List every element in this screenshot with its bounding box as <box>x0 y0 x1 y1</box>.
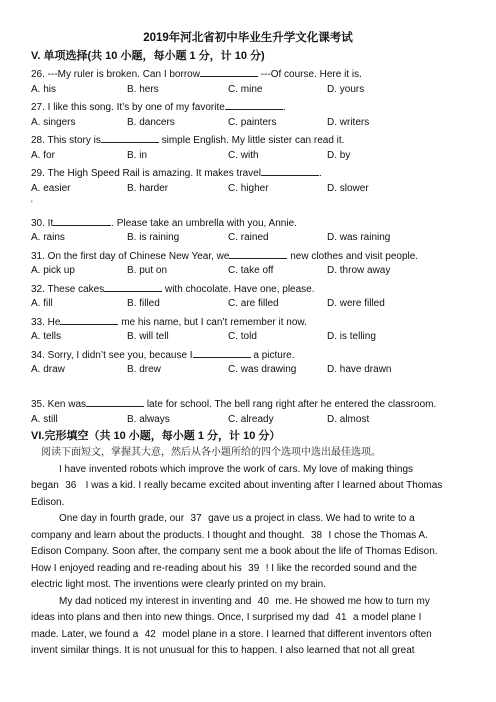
question-text-after: a picture. <box>250 349 295 361</box>
question-text: 34. Sorry, I didn’t see you, because I <box>31 349 193 361</box>
option-d[interactable]: D. was raining <box>327 232 391 243</box>
question-text: 31. On the first day of Chinese New Year, we <box>31 250 230 262</box>
passage-text: One day in fourth grade, our <box>59 513 185 524</box>
question-text: 27. I like this song. It’s by one of my favorite <box>31 102 225 113</box>
question-text-after: . Please take an umbrella with you, Annie. <box>111 217 297 229</box>
answer-blank[interactable] <box>229 247 287 259</box>
option-c[interactable]: C. was drawing <box>228 364 297 375</box>
option-b[interactable]: B. dancers <box>127 116 175 128</box>
answer-blank[interactable] <box>225 98 283 110</box>
option-a[interactable]: A. his <box>31 83 57 95</box>
passage-text: Edison Company. Soon after, the company sent me a book about the life of Thomas Edison. <box>31 546 438 557</box>
option-b[interactable]: B. drew <box>127 364 161 375</box>
option-c[interactable]: C. already <box>228 413 274 425</box>
answer-options <box>31 148 465 165</box>
question-stem <box>31 280 465 297</box>
option-d[interactable]: D. have drawn <box>327 364 392 375</box>
passage-text: me. He showed me how to turn my <box>275 595 430 607</box>
option-c[interactable]: C. with <box>228 149 259 161</box>
question-stem <box>31 164 465 181</box>
blank-number[interactable]: 36 <box>59 478 83 495</box>
blank-number[interactable]: 39 <box>242 561 266 578</box>
option-c[interactable]: C. told <box>228 331 257 342</box>
passage-text: I have invented robots which improve the work of cars. My love of making things <box>59 463 414 475</box>
option-a[interactable]: A. easier <box>31 182 71 194</box>
passage-line <box>31 544 465 561</box>
passage-text: began <box>31 480 59 491</box>
option-b[interactable]: B. is raining <box>127 232 180 243</box>
blank-number[interactable]: 42 <box>138 627 162 644</box>
option-a[interactable]: A. tells <box>31 331 62 342</box>
question-text-after: ---Of course. Here it is. <box>257 69 362 80</box>
question-text-after: me his name, but I can’t remember it now. <box>118 316 307 328</box>
option-d[interactable]: D. by <box>327 149 351 161</box>
passage-text: ! I like the recorded sound and the <box>265 562 417 574</box>
option-b[interactable]: B. hers <box>127 83 159 95</box>
option-d[interactable]: D. yours <box>327 83 365 95</box>
option-c[interactable]: C. higher <box>228 182 269 194</box>
blank-number[interactable]: 38 <box>305 528 329 545</box>
passage-text: My dad noticed my interest in inventing and <box>59 595 252 607</box>
passage-line <box>31 528 465 545</box>
option-b[interactable]: B. always <box>127 413 170 425</box>
passage-text: I was a kid. I really became excited about inventing after I learned about Thomas <box>82 480 443 491</box>
option-a[interactable]: A. still <box>31 413 58 425</box>
passage-line <box>31 561 465 578</box>
answer-blank[interactable] <box>101 131 159 143</box>
passage-text: gave us a project in class. We had to write to a <box>208 513 415 524</box>
answer-blank[interactable] <box>60 313 118 325</box>
answer-options <box>31 412 465 429</box>
option-b[interactable]: B. harder <box>127 182 169 194</box>
passage-text: model plane in a store. I learned that different inventors often <box>162 628 432 640</box>
answer-options <box>31 296 465 313</box>
option-d[interactable]: D. slower <box>327 182 369 194</box>
option-c[interactable]: C. rained <box>228 232 269 243</box>
multiple-choice-list <box>31 65 465 428</box>
passage-line <box>31 627 465 644</box>
blank-number[interactable]: 37 <box>184 511 208 528</box>
option-a[interactable]: A. rains <box>31 232 65 243</box>
option-b[interactable]: B. filled <box>127 298 160 309</box>
passage-line <box>31 610 465 627</box>
section-5-heading: V. 单项选择(共 10 小题，每小题 1 分，计 10 分) <box>31 50 265 62</box>
answer-blank[interactable] <box>53 214 111 226</box>
passage-text: company and learn about the products. I thought and thought. <box>31 529 305 541</box>
option-c[interactable]: C. take off <box>228 265 274 276</box>
option-a[interactable]: A. draw <box>31 364 65 375</box>
passage-line <box>31 643 465 660</box>
answer-options <box>31 115 465 132</box>
passage-line <box>31 495 465 512</box>
option-c[interactable]: C. painters <box>228 116 277 128</box>
answer-options <box>31 230 465 247</box>
passage-line <box>31 594 465 611</box>
passage-line <box>31 478 465 495</box>
question-stem <box>31 395 465 412</box>
answer-options <box>31 82 465 99</box>
question-stem <box>31 313 465 330</box>
option-d[interactable]: D. were filled <box>327 298 385 309</box>
question-text: 26. ---My ruler is broken. Can I borrow <box>31 69 200 80</box>
passage-text: I chose the Thomas A. <box>328 529 428 541</box>
passage-text: electric light most. The inventions were clearly printed on my brain. <box>31 579 326 590</box>
spacer <box>31 379 465 396</box>
section-6-heading: VI.完形填空（共 10 小题，每小题 1 分，计 10 分） <box>31 430 281 442</box>
option-b[interactable]: B. will tell <box>127 331 169 342</box>
answer-blank[interactable] <box>261 164 319 176</box>
question-stem <box>31 98 465 115</box>
question-stem <box>31 346 465 363</box>
question-text: 35. Ken was <box>31 399 87 410</box>
question-text-after: new clothes and visit people. <box>287 250 419 262</box>
blank-number[interactable]: 41 <box>329 610 353 627</box>
question-text-after: late for school. The bell rang right after he entered the classroom. <box>144 399 437 410</box>
passage-text: invent similar things. It is not unusual for this to happen. I also learned that not all great <box>31 645 415 656</box>
option-a[interactable]: A. for <box>31 149 55 161</box>
option-d[interactable]: D. is telling <box>327 331 376 342</box>
answer-options <box>31 362 465 379</box>
passage-line <box>31 462 465 479</box>
answer-options <box>31 263 465 280</box>
option-d[interactable]: D. almost <box>327 413 370 425</box>
answer-blank[interactable] <box>193 346 251 358</box>
passage-text: How I enjoyed reading and re-reading about his <box>31 562 242 574</box>
answer-blank[interactable] <box>104 280 162 292</box>
question-stem <box>31 247 465 264</box>
option-d[interactable]: D. throw away <box>327 265 391 276</box>
question-text: 33. He <box>31 316 61 328</box>
exam-title: 2019年河北省初中毕业生升学文化课考试 <box>143 32 353 44</box>
answer-options <box>31 181 465 198</box>
stray-mark-text: ' <box>31 199 33 209</box>
option-c[interactable]: C. mine <box>228 83 263 95</box>
stray-mark <box>31 197 465 214</box>
option-a[interactable]: A. pick up <box>31 265 75 276</box>
passage-text: a model plane I <box>352 612 422 623</box>
option-b[interactable]: B. in <box>127 149 148 161</box>
question-stem <box>31 131 465 148</box>
answer-blank[interactable] <box>86 395 144 407</box>
question-text: 29. The High Speed Rail is amazing. It makes travel <box>31 168 261 179</box>
question-text: 32. These cakes <box>31 283 105 295</box>
question-text-after: simple English. My little sister can read it. <box>158 135 345 146</box>
answer-blank[interactable] <box>200 65 258 77</box>
blank-number[interactable]: 40 <box>251 594 275 611</box>
passage-text: ideas into plans and then into new things. Once, I surprised my dad <box>31 612 329 623</box>
option-b[interactable]: B. put on <box>127 265 168 276</box>
option-c[interactable]: C. are filled <box>228 298 279 309</box>
question-stem <box>31 65 465 82</box>
question-text-after: . <box>282 102 286 113</box>
cloze-passage <box>31 462 465 660</box>
passage-text: Edison. <box>31 496 65 508</box>
question-text-after: with chocolate. Have one, please. <box>162 283 315 295</box>
question-text: 28. This story is <box>31 135 101 146</box>
question-text-after: . <box>318 168 322 179</box>
question-text: 30. It <box>31 217 54 229</box>
passage-line <box>31 577 465 594</box>
question-stem <box>31 214 465 231</box>
option-d[interactable]: D. writers <box>327 116 370 128</box>
option-a[interactable]: A. singers <box>31 116 76 128</box>
answer-options <box>31 329 465 346</box>
cloze-instructions: 阅读下面短文，掌握其大意，然后从各小题所给的四个选项中选出最佳选项。 <box>41 447 381 458</box>
option-a[interactable]: A. fill <box>31 298 53 309</box>
passage-text: made. Later, we found a <box>31 628 139 640</box>
passage-line <box>31 511 465 528</box>
